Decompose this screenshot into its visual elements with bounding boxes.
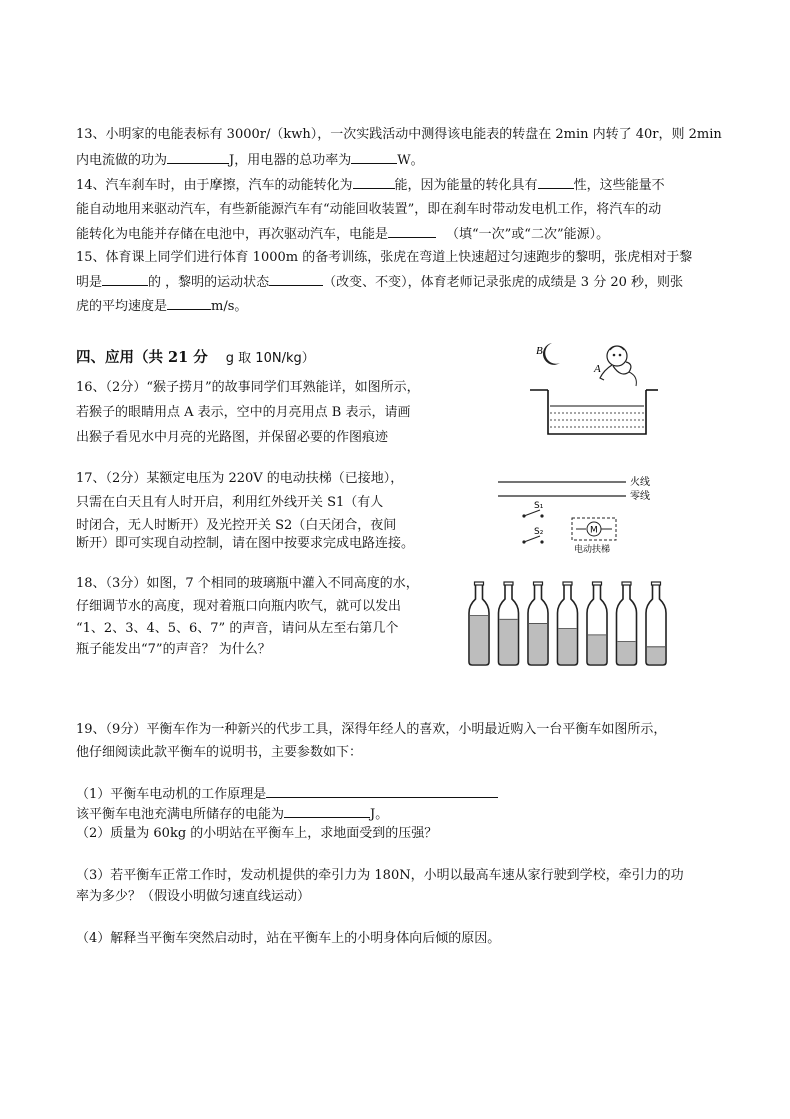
q18-line-3: “1、2、3、4、5、6、7” 的声音，请问从左至右第几个 [76, 621, 399, 636]
point-a-label: A [594, 363, 601, 375]
q19-blank-principle[interactable] [266, 785, 498, 798]
q15-text-d: 虎的平均速度是 [76, 299, 168, 314]
bottle-water-5 [588, 635, 606, 664]
bottle-water-4 [559, 629, 577, 664]
q15-line-2 [76, 273, 683, 292]
q18-line-4: 瓶子能发出“7”的声音？ 为什么？ [76, 642, 271, 657]
switch-s2-icon [524, 536, 540, 542]
switch-s1-label: S₁ [534, 501, 544, 511]
bottle-lip-5 [593, 582, 602, 585]
monkey-body-icon [613, 362, 631, 374]
q13-text-a: 内电流做的功为 [76, 153, 168, 168]
bottle-6 [617, 582, 637, 665]
q18-line-1: 18、（3分）如图，7 个相同的玻璃瓶中灌入不同高度的水， [76, 576, 419, 591]
q15-text-b: 的 ，黎明的运动状态 [148, 275, 270, 290]
switch-s2-label: S₂ [534, 527, 544, 537]
q19-part-1-unit: J。 [370, 807, 389, 822]
q19-part-1-text: （1）平衡车电动机的工作原理是 [76, 787, 267, 802]
q14-text-c: 性，这些能量不 [573, 178, 665, 193]
q19-part-3-line-2: 率为多少？（假设小明做匀速直线运动） [76, 889, 311, 904]
monkey-head-icon [607, 346, 627, 366]
bottle-water-3 [529, 623, 547, 664]
bottle-1 [469, 582, 489, 665]
q17-line-3: 时闭合，无人时断开）及光控开关 S2（白天闭合，夜间 [76, 518, 397, 533]
glass-bottles-figure [462, 579, 674, 671]
bottle-water-6 [618, 642, 636, 664]
q16-line-1: 16、（2分）“猴子捞月”的故事同学们耳熟能详，如图所示， [76, 380, 420, 395]
q15-text-c: （改变、不变），体育老师记录张虎的成绩是 3 分 20 秒，则张 [323, 275, 683, 290]
bottle-lip-2 [504, 582, 513, 585]
q15-text-e: m/s。 [211, 299, 248, 314]
q17-line-4: 断开）即可实现自动控制，请在图中按要求完成电路连接。 [76, 536, 415, 551]
q13-blank-power[interactable] [351, 151, 397, 164]
q15-blank-relative[interactable] [102, 273, 148, 286]
monkey-moon-figure [530, 334, 658, 438]
q15-line-1: 15、体育课上同学们进行体育 1000m 的备考训练，张虎在弯道上快速超过匀速跑步的黎明，张虎相对于黎 [76, 250, 693, 265]
bottle-lip-6 [622, 582, 631, 585]
bottle-water-2 [500, 619, 518, 664]
bottle-lip-3 [534, 582, 543, 585]
q13-line-2 [76, 151, 424, 170]
section-4-title: 四、应用（共 21 分 [76, 349, 208, 366]
live-wire-label: 火线 [630, 477, 650, 488]
q19-part-4: （4）解释当平衡车突然启动时，站在平衡车上的小明身体向后倾的原因。 [76, 931, 501, 946]
q14-blank-energy[interactable] [353, 176, 395, 189]
bottle-7 [646, 582, 666, 665]
q17-line-2: 只需在白天且有人时开启，利用红外线开关 S1（有人 [76, 495, 384, 510]
point-b-label: B [536, 345, 543, 357]
bottle-3 [528, 582, 548, 665]
q13-line-1: 13、小明家的电能表标有 3000r/（kwh），一次实践活动中测得该电能表的转盘在 2min 内转了 40r，则 2min [76, 127, 722, 142]
q14-blank-property[interactable] [538, 176, 574, 189]
q15-blank-speed[interactable] [167, 297, 211, 310]
q15-text-a: 明是 [76, 275, 103, 290]
q13-text-c: W。 [397, 153, 424, 168]
q19-part-1-line-2 [76, 805, 388, 824]
q16-line-2: 若猴子的眼睛用点 A 表示，空中的月亮用点 B 表示，请画 [76, 405, 411, 420]
q14-text-e: （填“一次”或“二次”能源）。 [446, 227, 610, 242]
bottle-lip-7 [652, 582, 661, 585]
escalator-circuit-figure [494, 470, 664, 556]
motor-label: M [590, 525, 598, 536]
q14-blank-source[interactable] [388, 225, 436, 238]
bottle-4 [558, 582, 578, 665]
q19-part-2: （2）质量为 60kg 的小明站在平衡车上，求地面受到的压强？ [76, 826, 438, 841]
pond-outline [548, 390, 646, 434]
q19-blank-energy[interactable] [284, 805, 370, 818]
q19-part-3-line-1: （3）若平衡车正常工作时，发动机提供的牵引力为 180N，小明以最高车速从家行驶到学校，牵引力的功 [76, 868, 684, 883]
q13-text-b: J，用电器的总功率为 [229, 153, 352, 168]
q16-line-3: 出猴子看见水中月亮的光路图，并保留必要的作图痕迹 [76, 430, 389, 445]
q14-line-3 [76, 225, 609, 244]
bottle-water-1 [470, 616, 488, 664]
q19-line-2: 他仔细阅读此款平衡车的说明书，主要参数如下： [76, 745, 363, 760]
neutral-wire-label: 零线 [630, 491, 650, 502]
bottle-2 [499, 582, 519, 665]
q14-text-a: 14、汽车刹车时，由于摩擦，汽车的动能转化为 [76, 178, 353, 193]
q14-line-2: 能自动地用来驱动汽车，有些新能源汽车有“动能回收装置”，即在刹车时带动发电机工作，将汽车的动 [76, 202, 662, 217]
bottle-5 [587, 582, 607, 665]
q15-line-3 [76, 297, 247, 316]
escalator-label: 电动扶梯 [574, 545, 611, 555]
switch-s1-icon [524, 510, 540, 516]
moon-icon [543, 343, 560, 365]
bottle-water-7 [647, 647, 665, 664]
q14-text-d: 能转化为电能并存储在电池中，再次驱动汽车，电能是 [76, 227, 389, 242]
q19-part-1-line-1 [76, 785, 498, 804]
q13-blank-work[interactable] [167, 151, 229, 164]
q15-blank-state[interactable] [269, 273, 323, 286]
bottle-lip-4 [563, 582, 572, 585]
section-4-heading [76, 346, 315, 367]
q14-line-1 [76, 176, 665, 195]
q18-line-2: 仔细调节水的高度，现对着瓶口向瓶内吹气，就可以发出 [76, 599, 402, 614]
q19-part-1-energy-text: 该平衡车电池充满电所储存的电能为 [76, 807, 285, 822]
section-4-note: g 取 10N/kg） [225, 351, 315, 366]
q17-line-1: 17、（2分）某额定电压为 220V 的电动扶梯（已接地）， [76, 471, 404, 486]
q19-line-1: 19、（9分）平衡车作为一种新兴的代步工具，深得年经人的喜欢，小明最近购入一台平衡车如图所示， [76, 722, 667, 737]
bottle-lip-1 [475, 582, 484, 585]
q14-text-b: 能，因为能量的转化具有 [394, 178, 538, 193]
